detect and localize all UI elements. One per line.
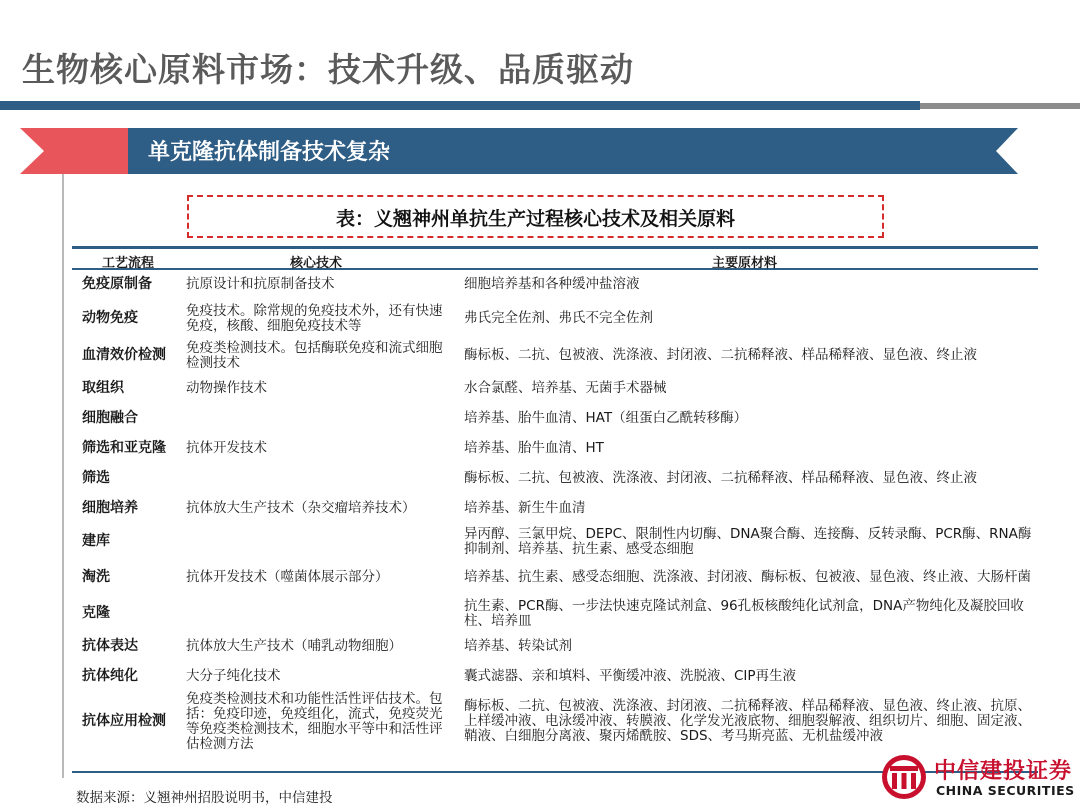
materials-cell: 培养基、抗生素、感受态细胞、洗涤液、封闭液、酶标板、包被液、显色液、终止液、大肠杆菌 (464, 569, 1031, 585)
process-cell: 细胞融合 (82, 410, 138, 426)
materials-cell: 水合氯醛、培养基、无菌手术器械 (464, 380, 667, 396)
table-row (72, 464, 1038, 494)
tech-cell: 抗体放大生产技术（杂交瘤培养技术） (186, 500, 416, 516)
table-body (72, 270, 1038, 752)
materials-cell: 抗生素、PCR酶、一步法快速克隆试剂盒、96孔板核酸纯化试剂盒，DNA产物纯化及凝胶回收柱、培养皿 (464, 597, 1024, 629)
tech-cell: 免疫技术。除常规的免疫技术外，还有快速免疫，核酸、细胞免疫技术等 (186, 302, 443, 334)
materials-cell: 培养基、转染试剂 (464, 638, 572, 654)
tech-cell: 免疫类检测技术和功能性活性评估技术。包括：免疫印迹，免疫组化，流式，免疫荧光等免疫类检测技术，细胞水平等中和活性评估检测方法 (186, 690, 443, 752)
tech-cell (186, 404, 448, 433)
table-row (72, 434, 1038, 464)
process-cell: 克隆 (82, 605, 110, 621)
logo-english-name: CHINA SECURITIES (936, 783, 1075, 798)
header-tech: 核心技术 (290, 256, 343, 271)
table-row (72, 692, 1038, 752)
tech-cell (186, 464, 448, 493)
process-cell: 取组织 (82, 380, 124, 396)
table-row (72, 494, 1038, 524)
table-row (72, 300, 1038, 338)
page-title: 生物核心原料市场：技术升级、品质驱动 (22, 50, 634, 89)
banner-title: 单克隆抗体制备技术复杂 (148, 140, 391, 165)
process-cell: 动物免疫 (82, 310, 138, 326)
materials-cell: 酶标板、二抗、包被液、洗涤液、封闭液、二抗稀释液、样品稀释液、显色液、终止液 (464, 347, 977, 363)
tech-cell (186, 596, 448, 631)
process-cell: 建库 (82, 533, 110, 549)
tech-cell (186, 524, 448, 559)
table-row (72, 374, 1038, 404)
table-row (72, 524, 1038, 560)
tech-cell: 大分子纯化技术 (186, 668, 281, 684)
tech-cell: 抗体开发技术（噬菌体展示部分） (186, 569, 389, 585)
materials-cell: 弗氏完全佐剂、弗氏不完全佐剂 (464, 310, 653, 326)
materials-cell: 囊式滤器、亲和填料、平衡缓冲液、洗脱液、CIP再生液 (464, 668, 797, 684)
table-row (72, 596, 1038, 632)
citic-logo-icon (880, 753, 928, 801)
process-table (72, 246, 1038, 752)
table-header (72, 246, 1038, 270)
process-cell: 细胞培养 (82, 500, 138, 516)
materials-cell: 培养基、胎牛血清、HT (464, 440, 604, 456)
materials-cell: 细胞培养基和各种缓冲盐溶液 (464, 276, 640, 292)
process-cell: 筛选和亚克隆 (82, 440, 166, 456)
tech-cell: 抗原设计和抗原制备技术 (186, 276, 335, 292)
header-materials: 主要原材料 (712, 256, 778, 271)
tech-cell: 抗体放大生产技术（哺乳动物细胞） (186, 638, 402, 654)
tech-cell: 抗体开发技术 (186, 440, 267, 456)
table-caption-box (187, 195, 884, 238)
materials-cell: 酶标板、二抗、包被液、洗涤液、封闭液、二抗稀释液、样品稀释液、显色液、终止液 (464, 470, 977, 486)
tech-cell: 免疫类检测技术。包括酶联免疫和流式细胞检测技术 (186, 339, 443, 371)
process-cell: 抗体应用检测 (82, 713, 166, 729)
header-divider (0, 101, 1080, 110)
materials-cell: 培养基、胎牛血清、HAT（组蛋白乙酰转移酶） (464, 410, 748, 426)
tech-cell: 动物操作技术 (186, 380, 267, 396)
process-cell: 抗体表达 (82, 638, 138, 654)
table-row (72, 662, 1038, 692)
process-cell: 免疫原制备 (82, 276, 152, 292)
table-row (72, 338, 1038, 374)
process-cell: 血清效价检测 (82, 347, 166, 363)
logo-chinese-name: 中信建投证券 (934, 759, 1073, 784)
materials-cell: 异丙醇、三氯甲烷、DEPC、限制性内切酶、DNA聚合酶、连接酶、反转录酶、PCR酶、RNA酶抑制剂、培养基、抗生素、感受态细胞 (464, 525, 1032, 557)
table-caption: 表：义翘神州单抗生产过程核心技术及相关原料 (335, 208, 735, 230)
materials-cell: 酶标板、二抗、包被液、洗涤液、封闭液、二抗稀释液、样品稀释液、显色液、终止液、抗原、上样缓冲液、电泳缓冲液、转膜液、化学发光液底物、细胞裂解液、组织切片、细胞、固定液、鞘液、白细胞分离液、聚丙烯酰胺、SDS、考马斯亮蓝、无机盐缓冲液 (464, 698, 1031, 744)
header-process: 工艺流程 (102, 256, 155, 271)
process-cell: 淘洗 (82, 569, 110, 585)
data-source: 数据来源：义翘神州招股说明书，中信建投 (76, 790, 333, 806)
table-row (72, 404, 1038, 434)
process-cell: 筛选 (82, 470, 110, 486)
table-row (72, 270, 1038, 300)
materials-cell: 培养基、新生牛血清 (464, 500, 586, 516)
section-banner (0, 128, 1080, 174)
process-cell: 抗体纯化 (82, 668, 138, 684)
table-row (72, 632, 1038, 662)
left-accent-line (62, 174, 64, 778)
company-logo (880, 753, 1080, 805)
table-row (72, 560, 1038, 596)
